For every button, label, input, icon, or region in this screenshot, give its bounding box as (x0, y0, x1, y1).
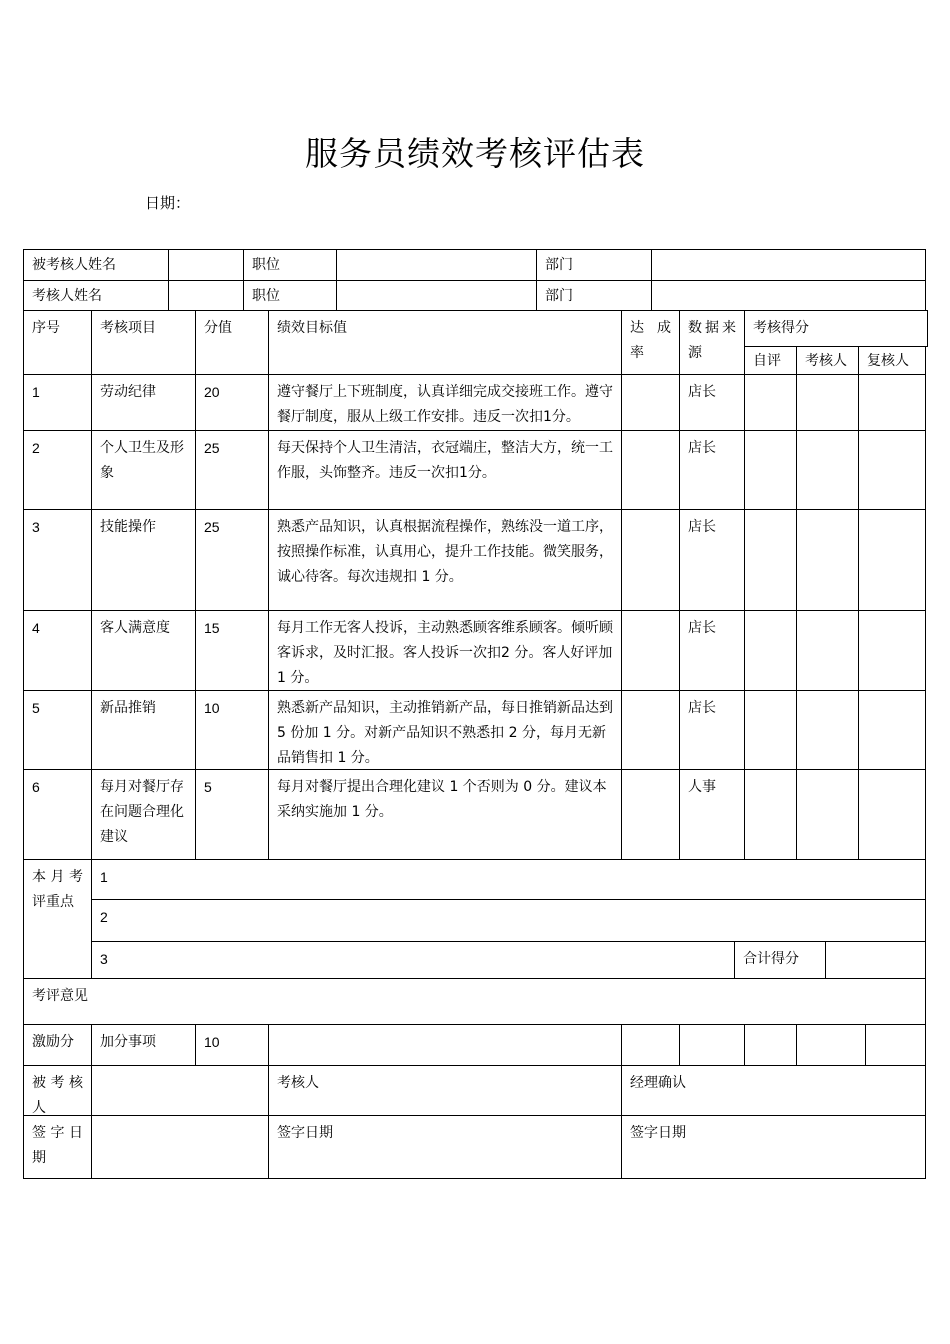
row-1-target: 遵守餐厅上下班制度，认真详细完成交接班工作。遵守餐厅制度，服从上级工作安排。违反一次扣1分。 (277, 384, 613, 425)
sign-date-line2: 期 (32, 1150, 46, 1166)
sign-date-line1: 签 字 日 (32, 1125, 83, 1141)
header-score-group: 考核得分 (753, 320, 809, 336)
date-label: 日期： (145, 194, 191, 212)
header-source-line2: 源 (688, 345, 702, 361)
assessor-sign-date-label: 签字日期 (277, 1125, 333, 1141)
focus-item-1[interactable]: 1 (100, 869, 108, 885)
row-2-score: 25 (204, 440, 220, 456)
manager-sign-date-label: 签字日期 (630, 1125, 686, 1141)
row-2-source: 店长 (688, 440, 716, 456)
focus-label-line2: 评重点 (32, 894, 74, 910)
row-5-item: 新品推销 (100, 700, 156, 716)
total-score-label: 合计得分 (743, 951, 799, 967)
row-1-source: 店长 (688, 384, 716, 400)
department-label: 部门 (545, 288, 573, 304)
position-label: 职位 (252, 257, 280, 273)
row-3-reviewer-field[interactable] (859, 510, 925, 610)
header-assessor: 考核人 (805, 353, 847, 369)
row-1-reviewer-field[interactable] (859, 375, 925, 430)
row-6-rate-field[interactable] (622, 770, 679, 859)
row-2-no: 2 (32, 440, 40, 456)
row-4-source: 店长 (688, 620, 716, 636)
row-6-target: 每月对餐厅提出合理化建议 1 个否则为 0 分。建议本采纳实施加 1 分。 (277, 779, 607, 820)
row-2-assessor-field[interactable] (797, 431, 858, 509)
row-3-assessor-field[interactable] (797, 510, 858, 610)
row-6-score: 5 (204, 779, 212, 795)
table-border (925, 249, 926, 310)
appraiser-name-label: 考核人姓名 (32, 288, 102, 304)
appraisee-date-field[interactable] (92, 1116, 268, 1178)
row-1-score: 20 (204, 384, 220, 400)
row-3-score: 25 (204, 519, 220, 535)
header-score: 分值 (204, 320, 232, 336)
row-1-rate-field[interactable] (622, 375, 679, 430)
appraisee-department-field[interactable] (652, 250, 925, 280)
row-1-self-field[interactable] (745, 375, 796, 430)
opinion-label: 考评意见 (32, 988, 88, 1004)
position-label: 职位 (252, 288, 280, 304)
row-4-no: 4 (32, 620, 40, 636)
header-reviewer: 复核人 (867, 353, 909, 369)
row-1-item: 劳动纪律 (100, 384, 156, 400)
header-target: 绩效目标值 (277, 320, 347, 336)
table-border (796, 1024, 797, 1065)
row-6-source: 人事 (688, 779, 716, 795)
row-5-rate-field[interactable] (622, 691, 679, 769)
assessor-sign-label: 考核人 (277, 1075, 319, 1091)
row-1-no: 1 (32, 384, 40, 400)
row-3-target: 熟悉产品知识，认真根据流程操作，熟练没一道工序，按照操作标准，认真用心，提升工作技能。微笑服务，诚心待客。每次违规扣 1 分。 (277, 519, 613, 585)
appraisee-sign-line1: 被 考 核 (32, 1075, 83, 1091)
appraiser-name-field[interactable] (169, 281, 243, 310)
row-4-target: 每月工作无客人投诉，主动熟悉顾客维系顾客。倾听顾客诉求，及时汇报。客人投诉一次扣2 分。客人好评加 1 分。 (277, 620, 613, 686)
header-no: 序号 (32, 320, 60, 336)
appraisee-name-field[interactable] (169, 250, 243, 280)
row-6-assessor-field[interactable] (797, 770, 858, 859)
row-5-source: 店长 (688, 700, 716, 716)
appraisee-sign-label (24, 1066, 91, 1115)
row-5-self-field[interactable] (745, 691, 796, 769)
table-border (23, 1178, 926, 1179)
incentive-label: 激励分 (32, 1034, 74, 1050)
row-4-score: 15 (204, 620, 220, 636)
row-1-assessor-field[interactable] (797, 375, 858, 430)
appraisee-name-label: 被考核人姓名 (32, 257, 116, 273)
row-2-item: 个人卫生及形象 (100, 440, 184, 481)
row-4-self-field[interactable] (745, 611, 796, 690)
row-5-assessor-field[interactable] (797, 691, 858, 769)
appraisee-sign-line2: 人 (32, 1100, 46, 1115)
table-border (679, 1024, 680, 1065)
header-source (680, 311, 744, 374)
row-4-assessor-field[interactable] (797, 611, 858, 690)
row-2-reviewer-field[interactable] (859, 431, 925, 509)
row-3-source: 店长 (688, 519, 716, 535)
focus-item-3[interactable]: 3 (100, 951, 108, 967)
row-3-rate-field[interactable] (622, 510, 679, 610)
total-score-field[interactable] (826, 942, 925, 978)
row-6-item: 每月对餐厅存在问题合理化建议 (100, 779, 184, 845)
header-source-line1: 数据来 (688, 320, 736, 336)
row-4-rate-field[interactable] (622, 611, 679, 690)
row-5-no: 5 (32, 700, 40, 716)
focus-label-line1: 本 月 考 (32, 869, 83, 885)
row-3-item: 技能操作 (100, 519, 156, 535)
bonus-score: 10 (204, 1034, 220, 1050)
page-title: 服务员绩效考核评估表 (305, 134, 645, 173)
bonus-item-label: 加分事项 (100, 1034, 156, 1050)
appraisee-sign-field[interactable] (92, 1066, 268, 1115)
header-item: 考核项目 (100, 320, 156, 336)
row-3-self-field[interactable] (745, 510, 796, 610)
row-2-rate-field[interactable] (622, 431, 679, 509)
row-4-item: 客人满意度 (100, 620, 170, 636)
appraiser-position-field[interactable] (337, 281, 536, 310)
row-6-self-field[interactable] (745, 770, 796, 859)
header-rate (622, 311, 679, 374)
row-6-reviewer-field[interactable] (859, 770, 925, 859)
header-rate-line2: 率 (630, 345, 644, 361)
table-border (744, 1024, 745, 1065)
table-border (865, 1024, 866, 1065)
row-5-reviewer-field[interactable] (859, 691, 925, 769)
row-5-target: 熟悉新产品知识，主动推销新产品，每日推销新品达到 5 份加 1 分。对新产品知识不熟悉扣 2 分，每月无新品销售扣 1 分。 (277, 700, 613, 766)
sign-date-label (24, 1116, 91, 1178)
header-rate-line1: 达 成 (630, 320, 671, 336)
focus-label (24, 860, 91, 978)
row-2-target: 每天保持个人卫生清洁，衣冠端庄，整洁大方，统一工作服，头饰整齐。违反一次扣1分。 (277, 440, 613, 481)
row-3-no: 3 (32, 519, 40, 535)
focus-item-2[interactable]: 2 (100, 909, 108, 925)
department-label: 部门 (545, 257, 573, 273)
row-5-score: 10 (204, 700, 220, 716)
bonus-target-field[interactable] (269, 1025, 621, 1065)
appraisee-position-field[interactable] (337, 250, 536, 280)
appraiser-department-field[interactable] (652, 281, 925, 310)
row-4-reviewer-field[interactable] (859, 611, 925, 690)
table-border (925, 346, 926, 1179)
table-border (927, 310, 928, 346)
row-2-self-field[interactable] (745, 431, 796, 509)
header-self: 自评 (753, 353, 781, 369)
row-6-no: 6 (32, 779, 40, 795)
manager-confirm-label: 经理确认 (630, 1075, 686, 1091)
